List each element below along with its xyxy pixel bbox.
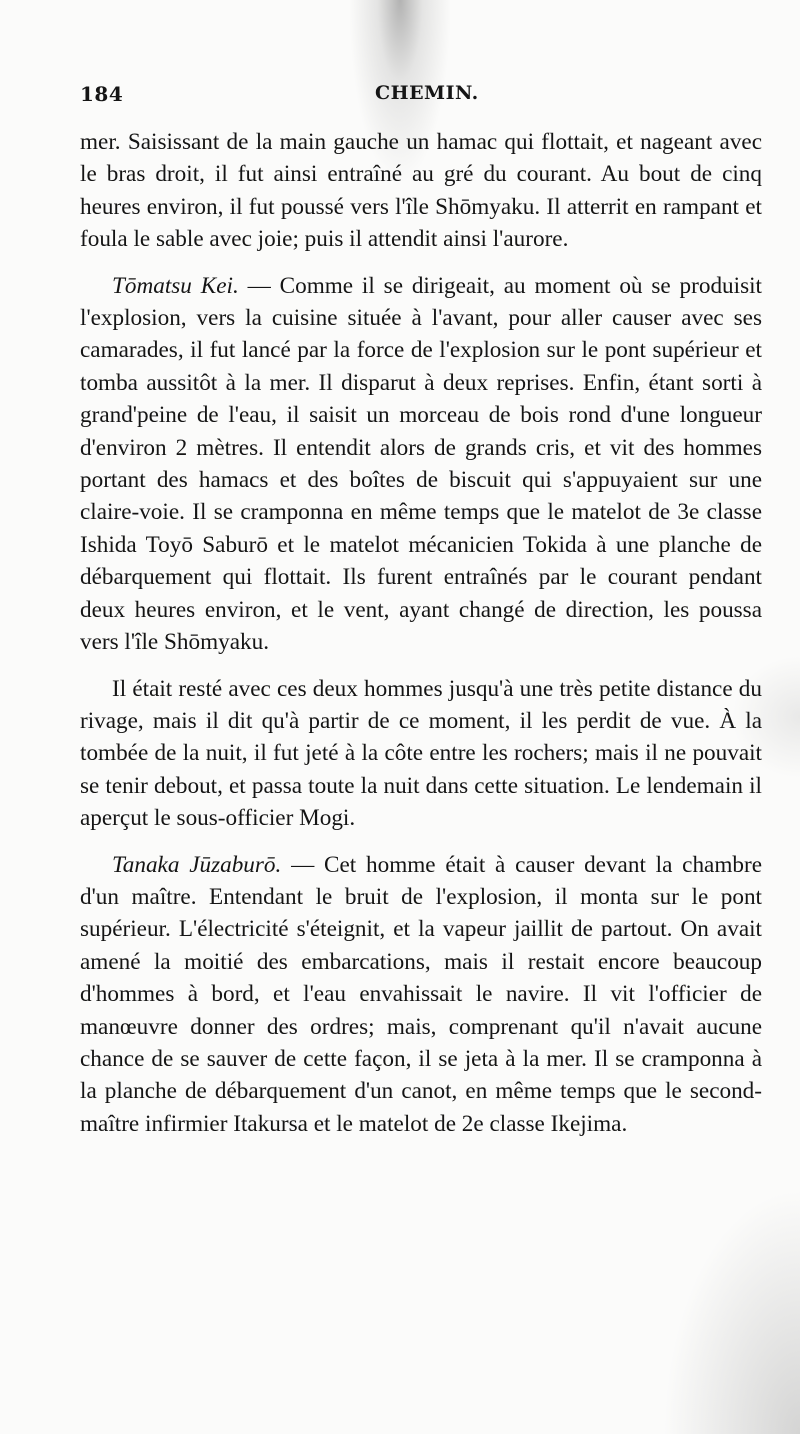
paragraph-continuation bbox=[80, 126, 762, 256]
paragraph bbox=[80, 673, 762, 835]
section-name: Tanaka Jūzaburō. bbox=[112, 851, 282, 878]
running-title: CHEMIN. bbox=[375, 82, 479, 104]
section-tomatsu-kei bbox=[80, 270, 762, 659]
paragraph-text: mer. Saisissant de la main gauche un hamac qui flottait, et nageant avec le bras droit, il fut ainsi entraîné au gré du courant. Au bout de cinq heures environ, il fut poussé vers l'île Shōmyaku. Il atterrit en rampant et foula le sable avec joie; puis il attendit ainsi l'aurore. bbox=[80, 129, 762, 253]
section-text: — Cet homme était à causer devant la chambre d'un maître. Entendant le bruit de l'explosion, il monta sur le pont supérieur. L'électricité s'éteignit, et la vapeur jaillit de partout. On avait amené la moitié des embarcations, mais il restait encore beaucoup d'hommes à bord, et l'eau envahissait le navire. Il vit l'officier de manœuvre donner des ordres; mais, comprenant qu'il n'avait aucune chance de se sauver de cette façon, il se jeta à la mer. Il se cramponna à la planche de débarquement d'un canot, en même temps que le second-maître infirmier Itakursa et le matelot de 2e classe Ikejima. bbox=[80, 851, 762, 1137]
page-header bbox=[80, 82, 760, 118]
page-number: 184 bbox=[80, 82, 124, 106]
section-text: — Comme il se dirigeait, au moment où se produisit l'explosion, vers la cuisine située à l'avant, pour aller causer avec ses camarades, il fut lancé par la force de l'explosion sur le pont supérieur et tomba aussitôt à la mer. Il disparut à deux reprises. Enfin, étant sorti à grand'peine de l'eau, il saisit un morceau de bois rond d'une longueur d'environ 2 mètres. Il entendit alors de grands cris, et vit des hommes portant des hamacs et des boîtes de biscuit qui s'appuyaient sur une claire-voie. Il se cramponna en même temps que le matelot de 3e classe Ishida Toyō Saburō et le matelot mécanicien Tokida à une planche de débarquement qui flottait. Ils furent entraînés par le courant pendant deux heures environ, et le vent, ayant changé de direction, les poussa vers l'île Shōmyaku. bbox=[80, 272, 762, 656]
section-tanaka-juzaburo bbox=[80, 849, 762, 1141]
section-name: Tōmatsu Kei. bbox=[112, 272, 239, 299]
body-text bbox=[80, 126, 762, 1140]
paragraph-text: Il était resté avec ces deux hommes jusqu'à une très petite distance du rivage, mais il dit qu'à partir de ce moment, il les perdit de vue. À la tombée de la nuit, il fut jeté à la côte entre les rochers; mais il ne pouvait se tenir debout, et passa toute la nuit dans cette situation. Le lendemain il aperçut le sous-officier Mogi. bbox=[80, 675, 762, 832]
